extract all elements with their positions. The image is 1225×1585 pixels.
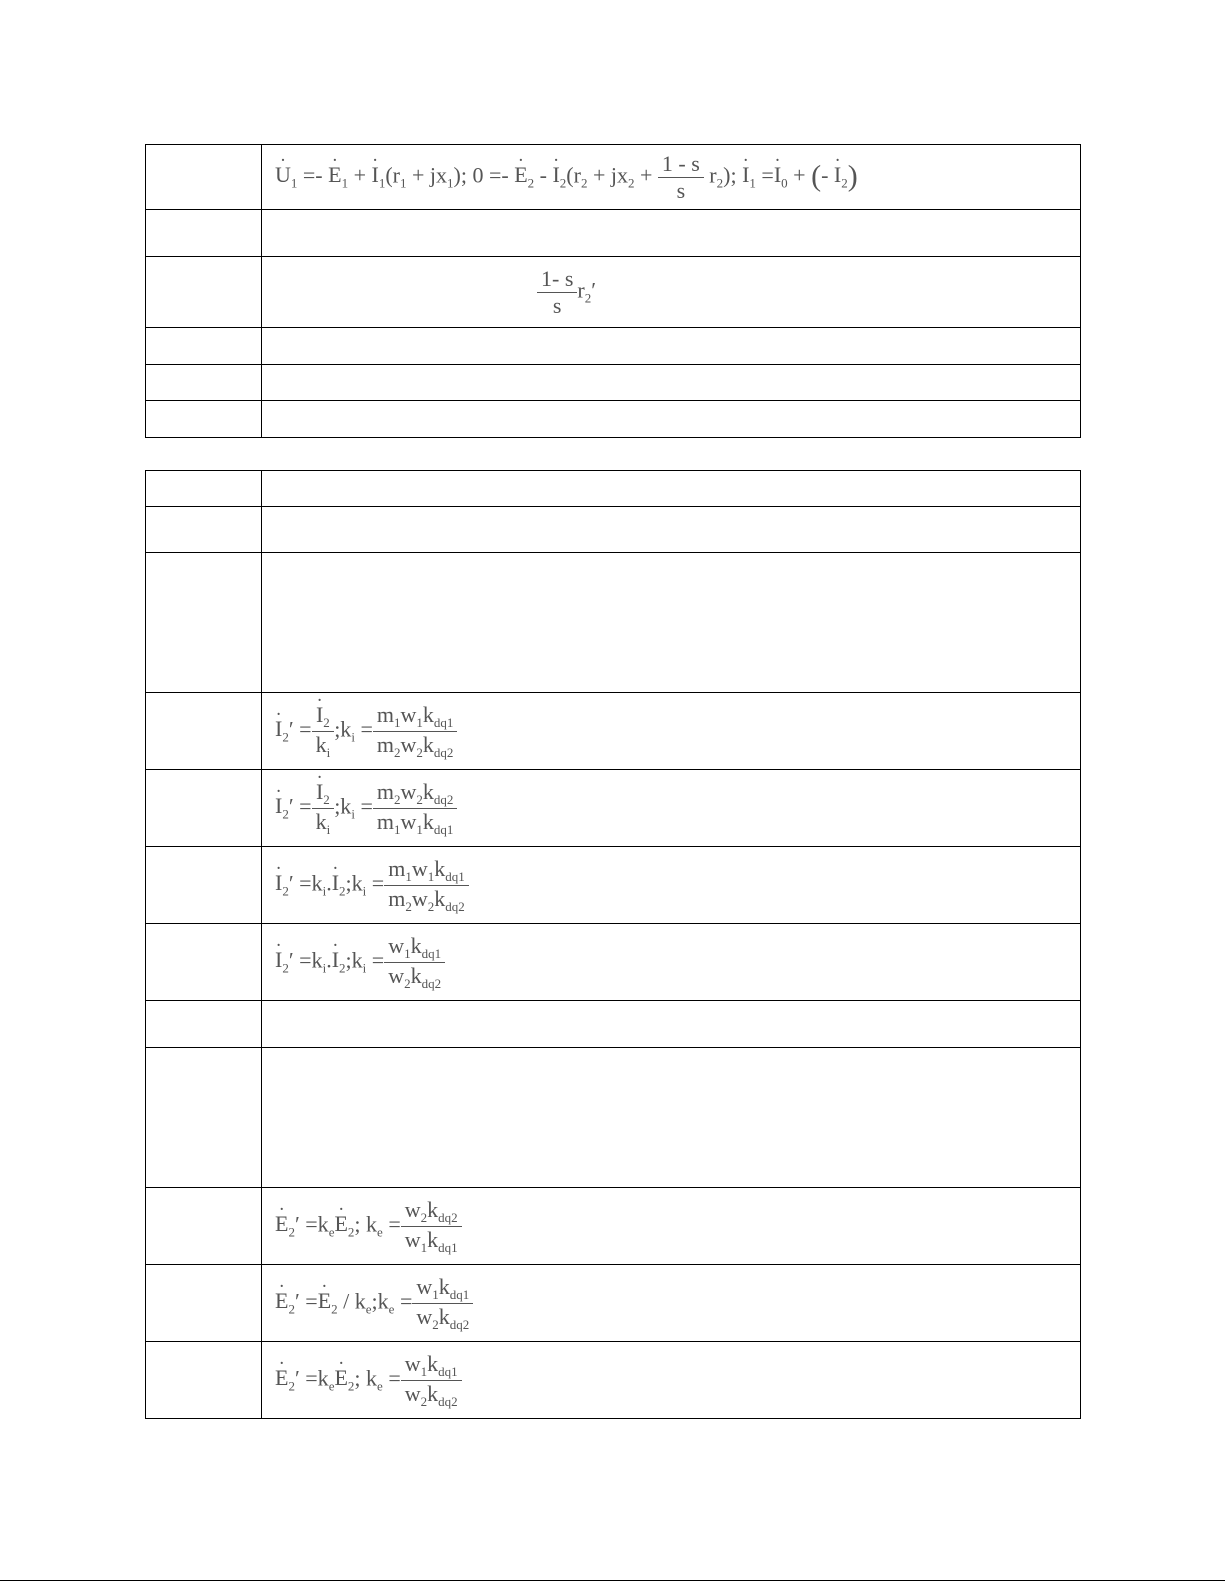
row-label-cell — [146, 553, 262, 693]
formula-emf-option-1: · $E_2' =k_e\cdot E_2$; $k_e$ = $w_2k_{dq2}$ $w_1k_{dq1}$ — [275, 1199, 462, 1254]
formula-emf-option-3: · $E_2' =k_e\cdot E_2$; $k_e$ = $w_1k_{dq1}$ $w_2k_{dq2}$ — [275, 1353, 462, 1408]
row-label-cell — [146, 507, 262, 553]
answer-cell-empty[interactable] — [262, 1001, 1081, 1048]
formula-voltage-equations: · $U_1$ =- · $E_1$ + · $I_1(r_1 + jx_1)$; 0 =- · $E_2$ - · $I_2(r_2 + jx_2$ + $\frac{1 - s}{s}$ $r_2$); · $I_1 =\cdot I_0$ + (- · $I_2$) — [275, 153, 858, 202]
row-label-cell — [146, 1342, 262, 1419]
row-label-cell — [146, 401, 262, 438]
row-label-cell — [146, 1048, 262, 1188]
formula-current-option-4: · $I_2' =k_i.\cdot$ $I_2;k_i$ = $w_1k_{dq1}$ $w_2k_{dq2}$ — [275, 935, 445, 990]
row-label-cell — [146, 145, 262, 210]
formula-load-resistance: $\frac{1- s}{s}$ $r_2'$ — [537, 268, 596, 317]
row-label-cell — [146, 328, 262, 365]
answer-cell-load-resistance[interactable] — [262, 257, 1081, 328]
row-label-cell — [146, 210, 262, 257]
row-label-cell — [146, 1001, 262, 1048]
answer-option-emf-2[interactable] — [262, 1265, 1081, 1342]
answer-option-emf-3[interactable] — [262, 1342, 1081, 1419]
row-label-cell — [146, 770, 262, 847]
question-text-cell — [262, 553, 1081, 693]
answer-cell-formula-main[interactable] — [262, 145, 1081, 210]
answer-cell-empty[interactable] — [262, 365, 1081, 401]
answer-option-current-1[interactable] — [262, 693, 1081, 770]
row-label-cell — [146, 365, 262, 401]
row-label-cell — [146, 471, 262, 507]
page-bottom-rule — [0, 1580, 1225, 1581]
question-table-1 — [145, 144, 1081, 438]
row-label-cell — [146, 1188, 262, 1265]
question-text-cell — [262, 1048, 1081, 1188]
answer-option-current-2[interactable] — [262, 770, 1081, 847]
formula-current-option-3: · $I_2' =k_i.\cdot$ $I_2;k_i$ = $m_1w_1k_{dq1}$ $m_2w_2k_{dq2}$ — [275, 858, 469, 913]
answer-cell-empty[interactable] — [262, 507, 1081, 553]
answer-cell-empty[interactable] — [262, 328, 1081, 365]
row-label-cell — [146, 257, 262, 328]
answer-option-emf-1[interactable] — [262, 1188, 1081, 1265]
answer-option-current-4[interactable] — [262, 924, 1081, 1001]
answer-cell-empty[interactable] — [262, 471, 1081, 507]
question-table-2 — [145, 470, 1081, 1419]
answer-cell-empty[interactable] — [262, 401, 1081, 438]
formula-emf-option-2: · $E_2' =\cdot E_2$ / $k_e;k_e$ = $w_1k_{dq1}$ $w_2k_{dq2}$ — [275, 1276, 473, 1331]
formula-current-option-2: · $I_2'$ = · $\frac{I_2}{k_i}$ $;k_i$ = $m_2w_2k_{dq2}$ $m_1w_1k_{dq1}$ — [275, 781, 457, 836]
formula-current-option-1: · $I_2'$ = · $\frac{I_2}{k_i}$ $;k_i$ = $m_1w_1k_{dq1}$ $m_2w_2k_{dq2}$ — [275, 704, 457, 759]
answer-option-current-3[interactable] — [262, 847, 1081, 924]
row-label-cell — [146, 1265, 262, 1342]
answer-cell-empty[interactable] — [262, 210, 1081, 257]
row-label-cell — [146, 924, 262, 1001]
row-label-cell — [146, 847, 262, 924]
row-label-cell — [146, 693, 262, 770]
